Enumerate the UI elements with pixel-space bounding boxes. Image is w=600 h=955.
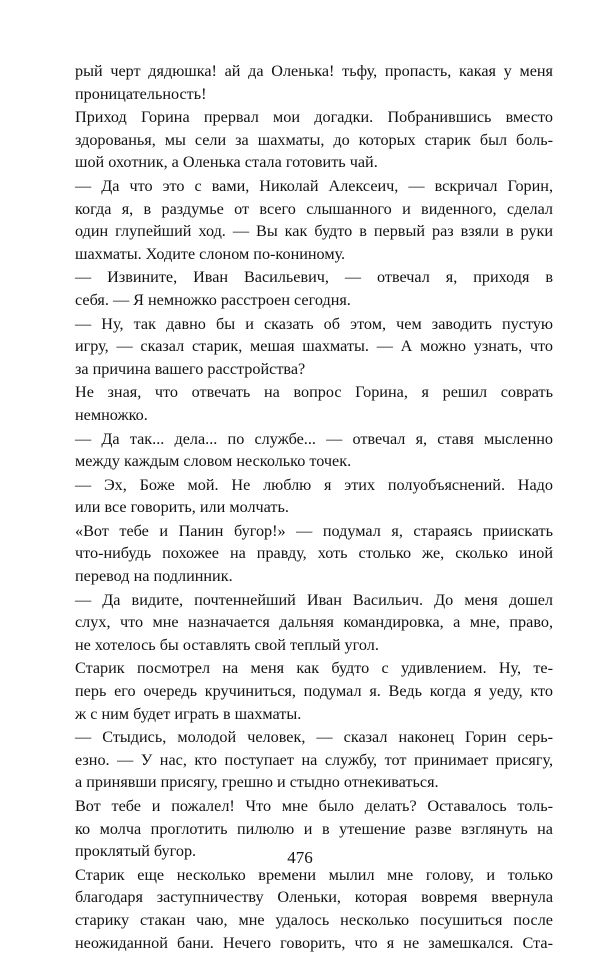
text-line: за причина вашего расстройства? — [75, 359, 306, 378]
page-text — [75, 60, 553, 955]
paragraph-6 — [75, 381, 553, 426]
text-line: — Да так... дела... по службе... — отвечал я, ставя мысленно — [75, 429, 553, 448]
text-line: ж с ним будет играть в шахматы. — [75, 704, 302, 723]
text-line: — Эх, Боже мой. Не люблю я этих полуобъяснений. Надо — [75, 475, 553, 494]
text-line: игру, — сказал старик, мешая шахматы. — А можно узнать, что — [75, 337, 553, 356]
text-line: себя. — Я немножко расстроен сегодня. — [75, 290, 351, 309]
paragraph-3 — [75, 175, 553, 265]
text-line: «Вот тебе и Панин бугор!» — подумал я, стараясь приискать — [75, 521, 553, 540]
text-line: Старик еще несколько времени мылил мне голову, и только — [75, 865, 553, 884]
text-line: слух, что мне назначается дальняя командировка, а мне, право, — [75, 613, 553, 632]
text-line: рый черт дядюшка! ай да Оленька! тьфу, пропасть, какая у меня — [75, 62, 553, 80]
text-line: Приход Горина прервал мои догадки. Побранившись вместо — [75, 108, 553, 127]
paragraph-10 — [75, 589, 553, 657]
paragraph-11 — [75, 657, 553, 725]
text-line: — Ну, так давно бы и сказать об этом, чем заводить пустую — [75, 314, 553, 333]
text-line: что-нибудь похожее на правду, хоть столько же, сколько иной — [75, 544, 553, 563]
paragraph-1 — [75, 60, 553, 105]
text-line: шой охотник, а Оленька стала готовить чай. — [75, 153, 378, 172]
text-line: старику стакан чаю, мне удалось несколько посушиться после — [75, 910, 553, 929]
text-line: а принявши присягу, грешно и стыдно отнекиваться. — [75, 773, 439, 792]
paragraph-5 — [75, 313, 553, 381]
text-line: перь его очередь кручиниться, подумал я. Ведь когда я уеду, кто — [75, 682, 553, 701]
page-number: 476 — [287, 848, 313, 867]
text-line: немножко. — [75, 405, 148, 424]
text-line: между каждым словом несколько точек. — [75, 452, 352, 471]
text-line: не хотелось бы оставлять свой теплый угол. — [75, 635, 379, 654]
text-line: проницательность! — [75, 84, 207, 103]
paragraph-2 — [75, 106, 553, 174]
paragraph-9 — [75, 520, 553, 588]
paragraph-8 — [75, 474, 553, 519]
text-line: — Стыдись, молодой человек, — сказал наконец Горин серь- — [75, 728, 553, 747]
text-line: Не зная, что отвечать на вопрос Горина, я решил соврать — [75, 383, 553, 402]
paragraph-7 — [75, 428, 553, 473]
paragraph-14 — [75, 864, 553, 954]
text-line: когда я, в раздумье от всего слышанного и виденного, сделал — [75, 199, 553, 218]
text-line: Старик посмотрел на меня как будто с удивлением. Ну, те- — [75, 659, 553, 678]
paragraph-4 — [75, 266, 553, 311]
text-line: или все говорить, или молчать. — [75, 498, 289, 517]
text-line: — Да видите, почтеннейший Иван Васильич. До меня дошел — [75, 590, 553, 609]
text-line: шахматы. Ходите слоном по-кониному. — [75, 244, 346, 263]
text-line: благодаря заступничеству Оленьки, которая вовремя ввернула — [75, 888, 553, 907]
text-line: езно. — У нас, кто поступает на службу, тот принимает присягу, — [75, 750, 553, 769]
text-line: ко молча проглотить пилюлю и в утешение разве взглянуть на — [75, 819, 553, 838]
text-line: здорованья, мы сели за шахматы, до которых старик был боль- — [75, 130, 553, 149]
text-line: один глупейший ход. — Вы как будто в первый раз взяли в руки — [75, 222, 553, 241]
text-line: — Извините, Иван Васильевич, — отвечал я, приходя в — [75, 268, 553, 287]
text-line: неожиданной бани. Нечего говорить, что я не замешкался. Ста- — [75, 933, 553, 952]
paragraph-12 — [75, 726, 553, 794]
text-line: — Да что это с вами, Николай Алексеич, — вскричал Горин, — [75, 176, 553, 195]
text-line: проклятый бугор. — [75, 842, 197, 861]
text-line: Вот тебе и пожалел! Что мне было делать? Оставалось толь- — [75, 797, 553, 815]
text-line: перевод на подлинник. — [75, 567, 233, 586]
